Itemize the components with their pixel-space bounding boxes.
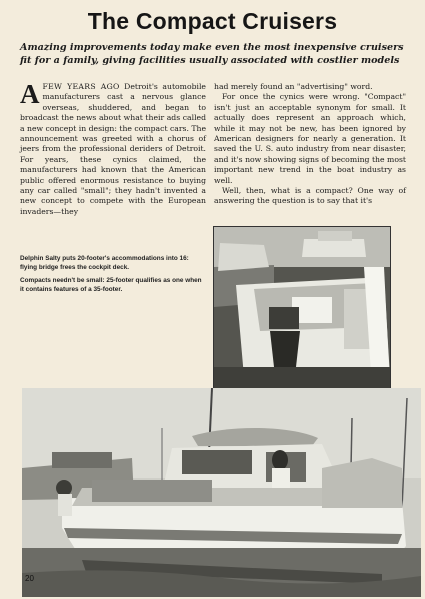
article-subtitle: Amazing improvements today make even the most inexpensive cruisers fit for a family, giving facilities usually associated with costlier models xyxy=(20,42,404,66)
article-title: The Compact Cruisers xyxy=(87,8,338,34)
photo-caption-top: Delphin Salty puts 20-footer's accommodations into 16: flying bridge frees the cockpit deck. xyxy=(20,255,189,271)
page-number: 20 xyxy=(25,574,34,583)
paragraph-text: Detroit's automobile manufacturers cast a nervous glance overseas, shuddered, and began to broadcast the news about what their ads called a new concept in design: the compact cars. The announcement was greeted with a chorus of jeers from the professional deriders of Detroit. For years, these cynics claimed, the manufacturers had known that the American public offered enormous resistance to buying any car called "small"; they hadn't invented a new concept to compete with the European invaders—they xyxy=(20,82,207,216)
body-paragraph: For once the cynics were wrong. "Compact" isn't just an acceptable synonym for small. It actually does represent an approach which, while it may not be new, has been ignored by American designers for nearly a generation. It saved the U. S. auto industry from near disaster, and it's now showing signs of becoming the most important new trend in the boat industry as well. xyxy=(214,92,406,185)
drop-cap: A xyxy=(20,79,40,109)
lead-in: FEW YEARS AGO xyxy=(42,82,120,91)
photo-delphin-salty xyxy=(213,226,391,389)
body-column-left xyxy=(20,79,207,217)
photo-25-footer xyxy=(22,388,421,597)
body-column-right xyxy=(214,82,406,207)
body-paragraph: had merely found an "advertising" word. xyxy=(214,82,373,91)
body-paragraph xyxy=(20,79,207,217)
photo-caption-bottom: Compacts needn't be small: 25-footer qualifies as one when it contains features of a 35-footer. xyxy=(20,277,202,293)
body-paragraph: Well, then, what is a compact? One way of answering the question is to say that it's xyxy=(214,186,406,206)
